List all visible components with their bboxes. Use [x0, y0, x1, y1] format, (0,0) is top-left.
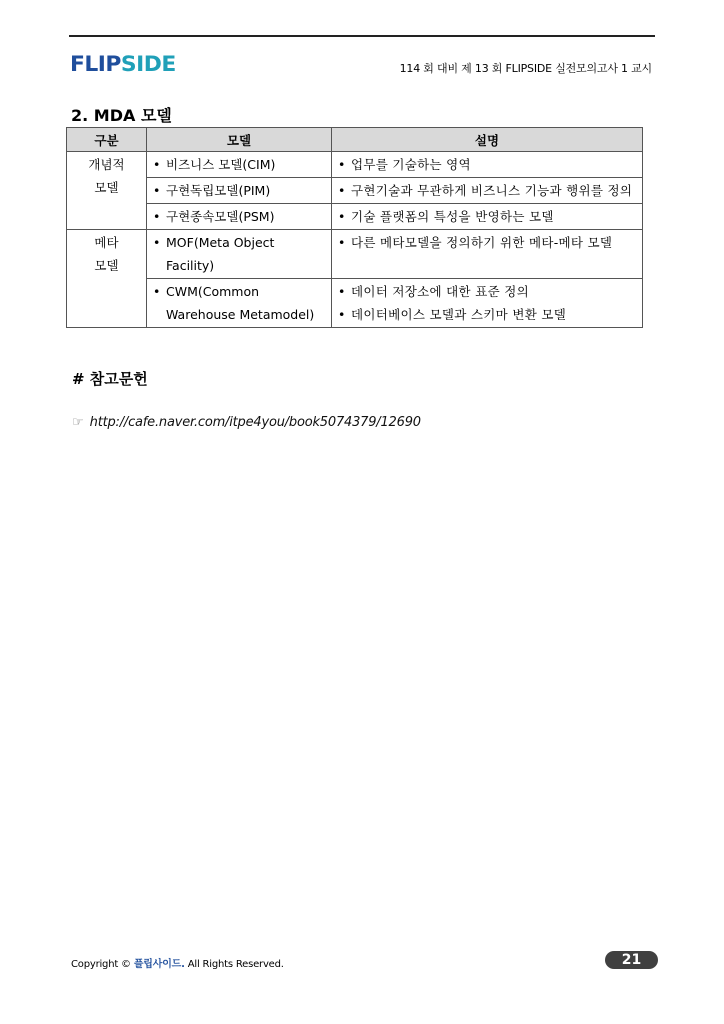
footer-brand: 플립사이드. [133, 959, 185, 970]
description-cell [332, 204, 643, 230]
table-row [67, 178, 643, 204]
table-row [67, 152, 643, 178]
bullet-icon: • [338, 235, 346, 250]
description-text: 업무를 기술하는 영역 [351, 157, 471, 172]
flipside-logo [70, 52, 190, 76]
category-line: 모델 [94, 180, 119, 195]
bullet-icon: • [153, 209, 161, 224]
model-name: 비즈니스 모델(CIM) [166, 157, 276, 172]
description-text: 데이터베이스 모델과 스키마 변환 모델 [351, 307, 567, 322]
category-cell [67, 152, 147, 230]
category-line: 모델 [94, 258, 119, 273]
pointing-hand-icon: ☞ [72, 415, 84, 430]
category-line: 메타 [94, 235, 119, 250]
model-cell [147, 230, 332, 279]
category-line: 개념적 [88, 157, 125, 172]
table-row [67, 230, 643, 279]
table-row [67, 279, 643, 328]
reference-link[interactable]: http://cafe.naver.com/itpe4you/book5074379/12690 [89, 415, 421, 430]
header-description: 설명 [332, 128, 643, 152]
copyright-prefix: Copyright © [71, 959, 131, 970]
bullet-icon: • [153, 284, 161, 299]
header-model: 모델 [147, 128, 332, 152]
model-cell [147, 152, 332, 178]
copyright-rights: All Rights Reserved. [187, 959, 284, 970]
table-header-row [67, 128, 643, 152]
model-cell [147, 178, 332, 204]
description-text: 구현기술과 무관하게 비즈니스 기능과 행위를 정의 [351, 183, 633, 198]
model-name: 구현종속모델(PSM) [166, 209, 275, 224]
table-row [67, 204, 643, 230]
description-cell [332, 152, 643, 178]
model-cell [147, 279, 332, 328]
exam-title: 114 회 대비 제 13 회 FLIPSIDE 실전모의고사 1 교시 [399, 62, 652, 75]
description-cell [332, 279, 643, 328]
header-rule [69, 35, 655, 37]
bullet-icon: • [338, 209, 346, 224]
bullet-icon: • [338, 284, 346, 299]
section-title: 2. MDA 모델 [71, 106, 172, 125]
description-text: 기술 플랫폼의 특성을 반영하는 모델 [351, 209, 554, 224]
footer-copyright [71, 955, 284, 970]
bullet-icon: • [153, 183, 161, 198]
category-cell [67, 230, 147, 328]
mda-model-table [66, 127, 643, 328]
header-category: 구분 [67, 128, 147, 152]
description-text: 데이터 저장소에 대한 표준 정의 [351, 284, 529, 299]
logo-text-flip: FLIP [70, 52, 121, 76]
reference-item [72, 415, 421, 430]
model-name: CWM(Common Warehouse Metamodel) [166, 284, 315, 322]
model-cell [147, 204, 332, 230]
model-name: 구현독립모델(PIM) [166, 183, 271, 198]
bullet-icon: • [153, 157, 161, 172]
logo-text-side: SIDE [120, 52, 176, 76]
bullet-icon: • [153, 235, 161, 250]
references-title: # 참고문헌 [72, 370, 148, 388]
description-cell [332, 230, 643, 279]
description-text: 다른 메타모델을 정의하기 위한 메타-메타 모델 [351, 235, 613, 250]
model-name: MOF(Meta Object Facility) [166, 235, 275, 273]
bullet-icon: • [338, 307, 346, 322]
bullet-icon: • [338, 157, 346, 172]
description-cell [332, 178, 643, 204]
page-number-badge: 21 [605, 951, 658, 969]
bullet-icon: • [338, 183, 346, 198]
